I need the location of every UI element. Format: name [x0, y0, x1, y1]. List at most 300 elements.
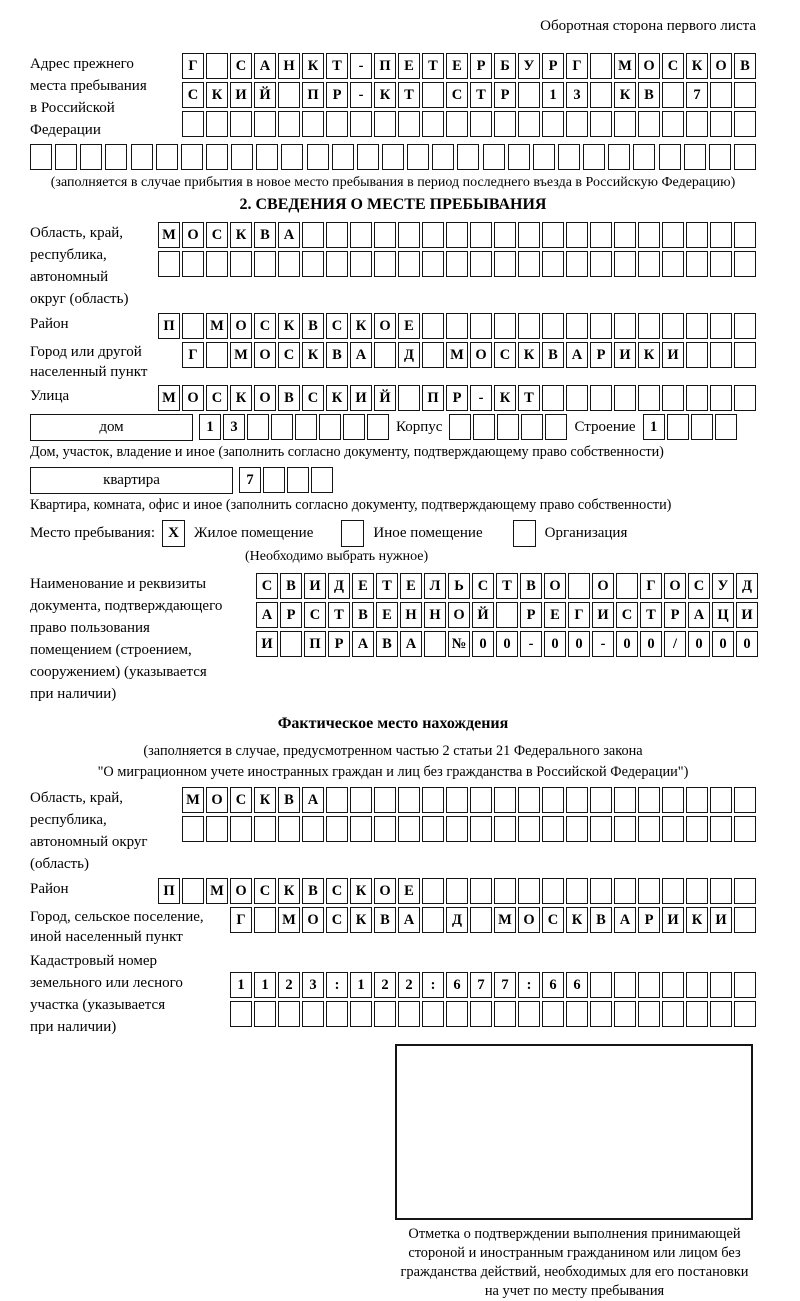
form-cell[interactable]: М [278, 907, 300, 933]
form-cell[interactable] [254, 907, 276, 933]
form-cell[interactable] [518, 111, 540, 137]
form-cell[interactable]: С [302, 385, 324, 411]
form-cell[interactable] [545, 414, 567, 440]
form-cell[interactable]: 3 [223, 414, 245, 440]
form-cell[interactable]: П [374, 53, 396, 79]
form-cell[interactable]: И [662, 342, 684, 368]
form-cell[interactable]: С [326, 878, 348, 904]
form-cell[interactable] [343, 414, 365, 440]
form-cell[interactable] [614, 385, 636, 411]
form-cell[interactable]: 0 [472, 631, 494, 657]
form-cell[interactable]: А [352, 631, 374, 657]
form-cell[interactable] [422, 816, 444, 842]
form-cell[interactable] [470, 1001, 492, 1027]
form-cell[interactable]: П [422, 385, 444, 411]
form-cell[interactable]: К [326, 385, 348, 411]
form-cell[interactable]: Е [352, 573, 374, 599]
form-cell[interactable] [686, 222, 708, 248]
form-cell[interactable]: А [614, 907, 636, 933]
form-cell[interactable] [422, 251, 444, 277]
form-cell[interactable] [662, 1001, 684, 1027]
form-cell[interactable]: 0 [688, 631, 710, 657]
form-cell[interactable] [398, 385, 420, 411]
form-cell[interactable] [374, 342, 396, 368]
form-cell[interactable] [494, 222, 516, 248]
form-cell[interactable]: 6 [566, 972, 588, 998]
form-cell[interactable]: К [350, 878, 372, 904]
form-cell[interactable] [590, 787, 612, 813]
form-cell[interactable] [542, 1001, 564, 1027]
form-cell[interactable]: С [256, 573, 278, 599]
form-cell[interactable]: К [206, 82, 228, 108]
form-cell[interactable]: О [230, 878, 252, 904]
form-cell[interactable]: Р [542, 53, 564, 79]
form-cell[interactable]: С [326, 313, 348, 339]
form-cell[interactable] [709, 144, 731, 170]
form-cell[interactable]: О [302, 907, 324, 933]
form-cell[interactable]: Р [638, 907, 660, 933]
form-cell[interactable] [422, 313, 444, 339]
form-cell[interactable]: Е [400, 573, 422, 599]
form-cell[interactable] [662, 878, 684, 904]
form-cell[interactable] [686, 878, 708, 904]
form-cell[interactable]: П [158, 878, 180, 904]
form-cell[interactable] [350, 1001, 372, 1027]
form-cell[interactable]: Н [400, 602, 422, 628]
form-cell[interactable] [278, 816, 300, 842]
form-cell[interactable] [206, 111, 228, 137]
form-cell[interactable]: 0 [616, 631, 638, 657]
form-cell[interactable]: О [182, 385, 204, 411]
form-cell[interactable]: Р [328, 631, 350, 657]
form-cell[interactable]: К [278, 313, 300, 339]
form-cell[interactable] [710, 111, 732, 137]
form-cell[interactable]: В [590, 907, 612, 933]
form-cell[interactable] [590, 53, 612, 79]
form-cell[interactable] [734, 907, 756, 933]
form-cell[interactable] [614, 787, 636, 813]
form-cell[interactable] [497, 414, 519, 440]
form-cell[interactable] [686, 1001, 708, 1027]
form-cell[interactable]: К [638, 342, 660, 368]
form-cell[interactable]: Т [640, 602, 662, 628]
form-cell[interactable] [287, 467, 309, 493]
form-cell[interactable] [326, 111, 348, 137]
form-cell[interactable]: Р [280, 602, 302, 628]
form-cell[interactable] [566, 787, 588, 813]
form-cell[interactable] [374, 111, 396, 137]
form-cell[interactable]: В [374, 907, 396, 933]
form-cell[interactable] [302, 816, 324, 842]
form-cell[interactable] [432, 144, 454, 170]
form-cell[interactable] [422, 342, 444, 368]
form-cell[interactable] [422, 1001, 444, 1027]
form-cell[interactable]: А [278, 222, 300, 248]
form-cell[interactable] [398, 1001, 420, 1027]
form-cell[interactable]: К [350, 313, 372, 339]
form-cell[interactable]: 0 [640, 631, 662, 657]
form-cell[interactable] [256, 144, 278, 170]
form-cell[interactable] [281, 144, 303, 170]
form-cell[interactable] [638, 385, 660, 411]
form-cell[interactable] [332, 144, 354, 170]
form-cell[interactable] [734, 787, 756, 813]
form-cell[interactable] [230, 1001, 252, 1027]
form-cell[interactable] [230, 251, 252, 277]
form-cell[interactable] [326, 787, 348, 813]
form-cell[interactable] [350, 222, 372, 248]
form-cell[interactable] [422, 111, 444, 137]
form-cell[interactable]: С [494, 342, 516, 368]
form-cell[interactable] [662, 313, 684, 339]
form-cell[interactable]: Г [182, 53, 204, 79]
form-cell[interactable] [398, 787, 420, 813]
form-cell[interactable] [533, 144, 555, 170]
form-cell[interactable] [734, 385, 756, 411]
form-cell[interactable] [566, 251, 588, 277]
form-cell[interactable] [422, 787, 444, 813]
form-cell[interactable]: Л [424, 573, 446, 599]
form-cell[interactable] [638, 787, 660, 813]
form-cell[interactable] [542, 816, 564, 842]
form-cell[interactable]: К [686, 53, 708, 79]
form-cell[interactable]: Р [590, 342, 612, 368]
form-cell[interactable]: 0 [496, 631, 518, 657]
form-cell[interactable] [206, 144, 228, 170]
form-cell[interactable]: Г [566, 53, 588, 79]
form-cell[interactable]: И [230, 82, 252, 108]
form-cell[interactable] [326, 816, 348, 842]
form-cell[interactable]: С [206, 385, 228, 411]
form-cell[interactable] [470, 111, 492, 137]
form-cell[interactable] [446, 313, 468, 339]
form-cell[interactable] [105, 144, 127, 170]
form-cell[interactable] [470, 878, 492, 904]
form-cell[interactable] [686, 251, 708, 277]
form-cell[interactable]: В [638, 82, 660, 108]
form-cell[interactable]: В [326, 342, 348, 368]
form-cell[interactable] [710, 972, 732, 998]
form-cell[interactable] [470, 251, 492, 277]
form-cell[interactable]: : [518, 972, 540, 998]
form-cell[interactable]: О [448, 602, 470, 628]
form-cell[interactable] [156, 144, 178, 170]
form-cell[interactable]: Д [446, 907, 468, 933]
form-cell[interactable] [590, 816, 612, 842]
form-cell[interactable] [686, 816, 708, 842]
form-cell[interactable] [710, 816, 732, 842]
form-cell[interactable] [614, 251, 636, 277]
form-cell[interactable]: Т [328, 602, 350, 628]
form-cell[interactable] [662, 82, 684, 108]
form-cell[interactable] [254, 251, 276, 277]
form-cell[interactable]: 0 [736, 631, 758, 657]
form-cell[interactable]: В [278, 787, 300, 813]
form-cell[interactable] [638, 111, 660, 137]
form-cell[interactable] [302, 111, 324, 137]
form-cell[interactable] [710, 222, 732, 248]
form-cell[interactable]: Т [422, 53, 444, 79]
form-cell[interactable] [494, 878, 516, 904]
form-cell[interactable]: Ь [448, 573, 470, 599]
form-cell[interactable] [710, 787, 732, 813]
form-cell[interactable] [494, 787, 516, 813]
form-cell[interactable] [319, 414, 341, 440]
form-cell[interactable]: В [520, 573, 542, 599]
form-cell[interactable] [422, 907, 444, 933]
form-cell[interactable]: М [614, 53, 636, 79]
form-cell[interactable]: 0 [544, 631, 566, 657]
form-cell[interactable]: И [662, 907, 684, 933]
form-cell[interactable] [590, 878, 612, 904]
form-cell[interactable] [521, 414, 543, 440]
form-cell[interactable] [374, 251, 396, 277]
form-cell[interactable]: С [616, 602, 638, 628]
form-cell[interactable]: П [304, 631, 326, 657]
form-cell[interactable]: Г [640, 573, 662, 599]
form-cell[interactable]: С [304, 602, 326, 628]
form-cell[interactable] [590, 1001, 612, 1027]
form-cell[interactable]: Е [446, 53, 468, 79]
form-cell[interactable]: И [710, 907, 732, 933]
form-cell[interactable]: С [254, 878, 276, 904]
form-cell[interactable] [566, 222, 588, 248]
form-cell[interactable]: О [544, 573, 566, 599]
form-cell[interactable]: О [710, 53, 732, 79]
form-cell[interactable]: Д [328, 573, 350, 599]
form-cell[interactable] [686, 342, 708, 368]
form-cell[interactable]: Р [664, 602, 686, 628]
form-cell[interactable]: М [230, 342, 252, 368]
form-cell[interactable] [231, 144, 253, 170]
form-cell[interactable]: 2 [278, 972, 300, 998]
form-cell[interactable] [483, 144, 505, 170]
form-cell[interactable] [638, 1001, 660, 1027]
form-cell[interactable] [662, 385, 684, 411]
form-cell[interactable] [710, 1001, 732, 1027]
form-cell[interactable]: : [422, 972, 444, 998]
form-cell[interactable]: О [254, 342, 276, 368]
form-cell[interactable] [614, 1001, 636, 1027]
form-cell[interactable] [422, 82, 444, 108]
form-cell[interactable] [662, 251, 684, 277]
form-cell[interactable]: К [566, 907, 588, 933]
form-cell[interactable] [374, 816, 396, 842]
form-cell[interactable]: О [374, 878, 396, 904]
form-cell[interactable] [470, 787, 492, 813]
form-cell[interactable]: 7 [494, 972, 516, 998]
form-cell[interactable] [734, 222, 756, 248]
form-cell[interactable] [710, 251, 732, 277]
form-cell[interactable] [686, 385, 708, 411]
form-cell[interactable] [667, 414, 689, 440]
form-cell[interactable]: Й [472, 602, 494, 628]
form-cell[interactable] [182, 816, 204, 842]
form-cell[interactable] [350, 111, 372, 137]
form-cell[interactable]: О [230, 313, 252, 339]
form-cell[interactable]: У [712, 573, 734, 599]
form-cell[interactable] [230, 816, 252, 842]
form-cell[interactable] [662, 816, 684, 842]
form-cell[interactable]: А [350, 342, 372, 368]
form-cell[interactable] [494, 111, 516, 137]
form-cell[interactable] [302, 222, 324, 248]
form-cell[interactable] [449, 414, 471, 440]
form-cell[interactable] [568, 573, 590, 599]
form-cell[interactable] [55, 144, 77, 170]
form-cell[interactable]: К [374, 82, 396, 108]
form-cell[interactable]: А [254, 53, 276, 79]
form-cell[interactable]: С [278, 342, 300, 368]
form-cell[interactable] [398, 111, 420, 137]
form-cell[interactable] [518, 816, 540, 842]
form-cell[interactable]: Е [544, 602, 566, 628]
form-cell[interactable]: 1 [199, 414, 221, 440]
form-cell[interactable] [734, 251, 756, 277]
form-cell[interactable]: К [614, 82, 636, 108]
form-cell[interactable]: М [182, 787, 204, 813]
form-cell[interactable]: 1 [230, 972, 252, 998]
form-cell[interactable]: М [494, 907, 516, 933]
form-cell[interactable]: Р [494, 82, 516, 108]
form-cell[interactable]: - [470, 385, 492, 411]
form-cell[interactable]: : [326, 972, 348, 998]
form-cell[interactable]: М [206, 878, 228, 904]
form-cell[interactable]: № [448, 631, 470, 657]
form-cell[interactable] [614, 313, 636, 339]
form-cell[interactable]: О [374, 313, 396, 339]
form-cell[interactable]: П [158, 313, 180, 339]
form-cell[interactable] [542, 111, 564, 137]
form-cell[interactable] [734, 144, 756, 170]
form-cell[interactable] [684, 144, 706, 170]
form-cell[interactable]: О [470, 342, 492, 368]
form-cell[interactable] [686, 313, 708, 339]
form-cell[interactable] [638, 222, 660, 248]
form-cell[interactable]: О [182, 222, 204, 248]
form-cell[interactable]: Т [518, 385, 540, 411]
form-cell[interactable] [662, 222, 684, 248]
form-cell[interactable]: Д [398, 342, 420, 368]
form-cell[interactable]: Е [398, 313, 420, 339]
form-cell[interactable] [350, 816, 372, 842]
form-cell[interactable] [446, 878, 468, 904]
form-cell[interactable]: С [230, 787, 252, 813]
form-cell[interactable] [686, 787, 708, 813]
form-cell[interactable]: 7 [686, 82, 708, 108]
form-cell[interactable]: Р [326, 82, 348, 108]
form-cell[interactable]: К [302, 53, 324, 79]
form-cell[interactable] [638, 878, 660, 904]
form-cell[interactable]: А [688, 602, 710, 628]
form-cell[interactable] [278, 251, 300, 277]
form-cell[interactable] [470, 222, 492, 248]
form-cell[interactable]: 2 [374, 972, 396, 998]
form-cell[interactable]: И [256, 631, 278, 657]
form-cell[interactable]: Г [182, 342, 204, 368]
checkbox-organization[interactable] [513, 520, 536, 547]
form-cell[interactable]: Г [568, 602, 590, 628]
form-cell[interactable] [715, 414, 737, 440]
form-cell[interactable]: С [206, 222, 228, 248]
form-cell[interactable]: 1 [254, 972, 276, 998]
form-cell[interactable] [357, 144, 379, 170]
form-cell[interactable]: И [614, 342, 636, 368]
form-cell[interactable]: М [158, 222, 180, 248]
form-cell[interactable]: / [664, 631, 686, 657]
form-cell[interactable] [518, 787, 540, 813]
form-cell[interactable] [614, 111, 636, 137]
form-cell[interactable]: 1 [542, 82, 564, 108]
form-cell[interactable]: К [230, 385, 252, 411]
form-cell[interactable]: Т [398, 82, 420, 108]
form-cell[interactable] [326, 222, 348, 248]
form-cell[interactable] [446, 787, 468, 813]
form-cell[interactable]: Р [446, 385, 468, 411]
form-cell[interactable] [590, 222, 612, 248]
form-cell[interactable] [254, 1001, 276, 1027]
form-cell[interactable] [473, 414, 495, 440]
form-cell[interactable] [566, 111, 588, 137]
form-cell[interactable] [590, 251, 612, 277]
form-cell[interactable] [633, 144, 655, 170]
form-cell[interactable] [608, 144, 630, 170]
form-cell[interactable] [662, 787, 684, 813]
form-cell[interactable] [662, 111, 684, 137]
form-cell[interactable] [734, 82, 756, 108]
form-cell[interactable]: Р [470, 53, 492, 79]
form-cell[interactable] [307, 144, 329, 170]
form-cell[interactable]: В [278, 385, 300, 411]
form-cell[interactable] [616, 573, 638, 599]
form-cell[interactable] [280, 631, 302, 657]
form-cell[interactable]: 3 [566, 82, 588, 108]
form-cell[interactable] [278, 82, 300, 108]
form-cell[interactable] [691, 414, 713, 440]
form-cell[interactable]: А [256, 602, 278, 628]
form-cell[interactable]: И [350, 385, 372, 411]
form-cell[interactable]: В [280, 573, 302, 599]
form-cell[interactable]: 1 [643, 414, 665, 440]
form-cell[interactable]: - [592, 631, 614, 657]
form-cell[interactable] [206, 251, 228, 277]
form-cell[interactable]: Р [520, 602, 542, 628]
form-cell[interactable]: В [254, 222, 276, 248]
form-cell[interactable] [326, 251, 348, 277]
form-cell[interactable]: К [350, 907, 372, 933]
form-cell[interactable] [566, 878, 588, 904]
form-cell[interactable]: 2 [398, 972, 420, 998]
form-cell[interactable]: Т [376, 573, 398, 599]
form-cell[interactable]: О [664, 573, 686, 599]
form-cell[interactable] [398, 222, 420, 248]
form-cell[interactable] [659, 144, 681, 170]
form-cell[interactable]: А [398, 907, 420, 933]
form-cell[interactable]: 3 [302, 972, 324, 998]
form-cell[interactable]: Б [494, 53, 516, 79]
form-cell[interactable] [710, 342, 732, 368]
form-cell[interactable] [614, 972, 636, 998]
form-cell[interactable] [734, 111, 756, 137]
form-cell[interactable]: К [494, 385, 516, 411]
form-cell[interactable] [470, 907, 492, 933]
form-cell[interactable]: Т [326, 53, 348, 79]
form-cell[interactable]: И [304, 573, 326, 599]
form-cell[interactable] [271, 414, 293, 440]
form-cell[interactable] [182, 878, 204, 904]
form-cell[interactable] [686, 972, 708, 998]
form-cell[interactable]: В [352, 602, 374, 628]
